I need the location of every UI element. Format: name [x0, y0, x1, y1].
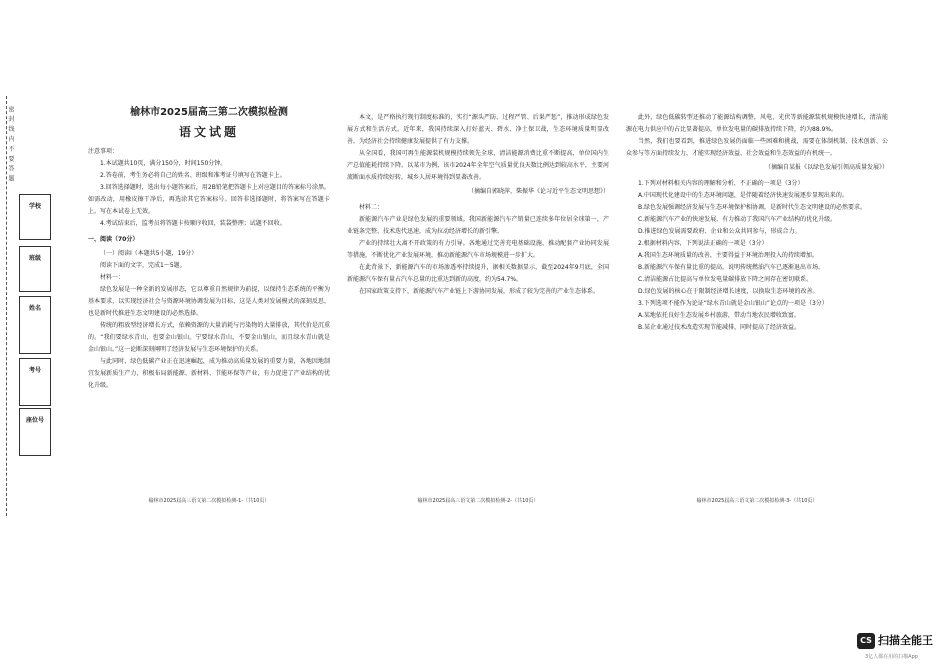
camscanner-logo-icon: CS	[857, 633, 875, 649]
notes-heading: 注意事项：	[88, 148, 119, 155]
school-box	[19, 194, 51, 240]
paragraph: 本文，是严格执行现行制度标准的，实行“源头严防、过程严管、后果严惩”，推动形成绿色发展方式和生活方式。近年来，我国持续深入打好蓝天、碧水、净土保卫战，生态环境质量明显改善，为经济社会持续健康发展提供了有力支撑。	[347, 114, 609, 145]
quote-source: （摘编自郭晓萍、柴振华《论习近平生态文明思想》）	[467, 188, 609, 195]
school-label: 学校	[28, 203, 41, 210]
binding-strip	[4, 96, 52, 516]
column-2	[347, 112, 609, 298]
paragraph: 当然，我们也要看到，推进绿色发展仍面临一些困难和挑战，需要在体制机制、技术创新、公众参与等方面持续发力，才能实现经济效益、社会效益和生态效益的有机统一。	[626, 138, 888, 157]
paragraph: 此外，绿色低碳转型还推动了能源结构调整，风电、光伏等新能源装机规模快速增长，清洁能源在电力供应中的占比显著提高，单位发电量的碳排放持续下降，约为88.9%。	[626, 114, 888, 133]
note-item: 3.回答选择题时，选出每小题答案后，用2B铅笔把答题卡上对应题目的答案标号涂黑。如需改动，用橡皮擦干净后，再选涂其它答案标号。回答非选择题时，将答案写在答题卡上。写在本试卷上无效。	[88, 184, 330, 215]
name-box	[19, 296, 51, 354]
exam-title: 榆林市2025届高三第二次模拟检测	[130, 107, 288, 118]
paragraph: 在此背景下，新能源汽车的市场渗透率持续提升，据相关数据显示，截至2024年9月底，全国新能源汽车保有量占汽车总量的比重达到新的高度，约为54.7%。	[347, 264, 609, 283]
note-item: 4.考试结束后，监考员将答题卡按顺序收回，装袋整理；试题不回收。	[100, 220, 286, 227]
paragraph: 与此同时，绿色低碳产业正在迅速崛起，成为推动高质量发展的重要力量，各地因地制宜发展新质生产力，积极布局新能源、新材料、节能环保等产业，有力促进了产业结构的优化升级。	[88, 358, 330, 389]
class-box	[19, 246, 51, 292]
material-label: 材料二：	[359, 204, 384, 211]
paragraph: 从全国看，我国可再生能源装机规模持续领先全球，清洁能源消费比重不断提高，单位国内生产总值能耗持续下降。以某市为例，该市2024年全年空气质量优良天数比例达到较高水平，主要河流断面水质持续好转，城乡人居环境得到显著改善。	[347, 150, 609, 181]
question: 1.下列对材料相关内容的理解和分析，不正确的一项是（3分）	[638, 180, 804, 187]
option: D.绿色发展的核心在于限制经济增长速度，以换取生态环境的改善。	[638, 288, 819, 295]
watermark-name: 扫描全能王	[878, 634, 933, 647]
seat-number-label: 座位号	[25, 417, 44, 424]
option: C.新能源汽车产业的快速发展，有力推动了我国汽车产业结构的优化升级。	[638, 216, 837, 223]
class-label: 班级	[28, 255, 41, 262]
scanner-watermark	[857, 633, 947, 669]
seal-line-text: 密 封 线 内 不 要 答 题	[7, 106, 14, 183]
page-footer: 榆林市2025届高三语文第二次模拟检测-1-（共10页）	[148, 498, 270, 504]
exam-number-box	[19, 358, 51, 406]
paragraph: 新能源汽车产业是绿色发展的重要领域。我国新能源汽车产销量已连续多年位居全球第一，产业链条完整、技术迭代迅速，成为拉动经济增长的新引擎。	[347, 216, 609, 235]
paragraph: 绿色发展是一种全新的发展形态，它以尊重自然规律为前提，以保持生态系统的平衡为基本要求，以实现经济社会与资源环境协调发展为目标，这是人类对发展模式的深刻反思，也是新时代推进生态文明建设的必然选择。	[88, 286, 330, 317]
note-item: 1.本试题共10页，满分150分，时间150分钟。	[100, 160, 227, 167]
quote-source: （摘编自某报《以绿色发展引领高质量发展》）	[764, 164, 888, 171]
option: A.我国生态环境质量的改善，主要得益于环境治理投入的持续增加。	[638, 252, 818, 259]
column-3	[626, 112, 888, 334]
paragraph: 在国家政策支持下，新能源汽车产业链上下游协同发展，形成了较为完善的产业生态体系。	[359, 288, 600, 295]
page-footer: 榆林市2025届高三语文第二次模拟检测-3-（共10页）	[696, 498, 818, 504]
page-footer: 榆林市2025届高三语文第二次模拟检测-2-（共10页）	[417, 498, 539, 504]
option: D.推进绿色发展需要政府、企业和公众共同参与，形成合力。	[638, 228, 801, 235]
option: B.某企业通过技术改造实现节能减排，同时提高了经济效益。	[638, 324, 801, 331]
watermark-subtitle: 3亿人都在用的扫描App	[865, 654, 918, 660]
name-label: 姓名	[28, 305, 41, 312]
paragraph: 产业的持续壮大离不开政策的有力引导。各地通过完善充电基础设施、推动配套产业协同发展等措施，不断优化产业发展环境，推动新能源汽车市场规模进一步扩大。	[347, 240, 609, 259]
section-heading: 一、阅读（70分）	[88, 236, 139, 243]
paragraph: 传统的粗放型经济增长方式，依赖资源的大量消耗与污染物的大量排放，其代价是沉重的。“我们要绿水青山，也要金山银山。宁要绿水青山，不要金山银山，而且绿水青山就是金山银山。”这一论断深刻阐明了经济发展与生态环境保护的关系。	[88, 322, 330, 353]
option: A.某地依托良好生态发展乡村旅游，带动当地农民增收致富。	[638, 312, 800, 319]
question: 3.下列选项不能作为论证“绿水青山就是金山银山”论点的一项是（3分）	[638, 300, 828, 307]
instruction: 阅读下面的文字，完成1～5题。	[100, 262, 186, 269]
subsection-heading: （一）阅读Ⅰ（本题共5小题，19分）	[100, 250, 198, 257]
note-item: 2.答卷前，考生务必将自己的姓名、班级和准考证号填写在答题卡上。	[100, 172, 286, 179]
option: C.清洁能源占比提高与单位发电量碳排放下降之间存在密切联系。	[638, 276, 813, 283]
exam-number-label: 考号	[28, 367, 41, 374]
option: A.中国现代化建设中的生态环境问题，是伴随着经济快速发展逐步显现出来的。	[638, 192, 848, 199]
column-1	[88, 106, 330, 392]
question: 2.根据材料内容，下列说法正确的一项是（3分）	[638, 240, 768, 247]
seat-number-box	[19, 408, 51, 456]
subject-title: 语文试题	[178, 125, 239, 139]
option: B.新能源汽车保有量比重的提高，说明传统燃油汽车已逐渐退出市场。	[638, 264, 825, 271]
option: B.绿色发展强调经济发展与生态环境保护相协调，是新时代生态文明建设的必然要求。	[638, 204, 867, 211]
material-label: 材料一：	[100, 274, 125, 281]
